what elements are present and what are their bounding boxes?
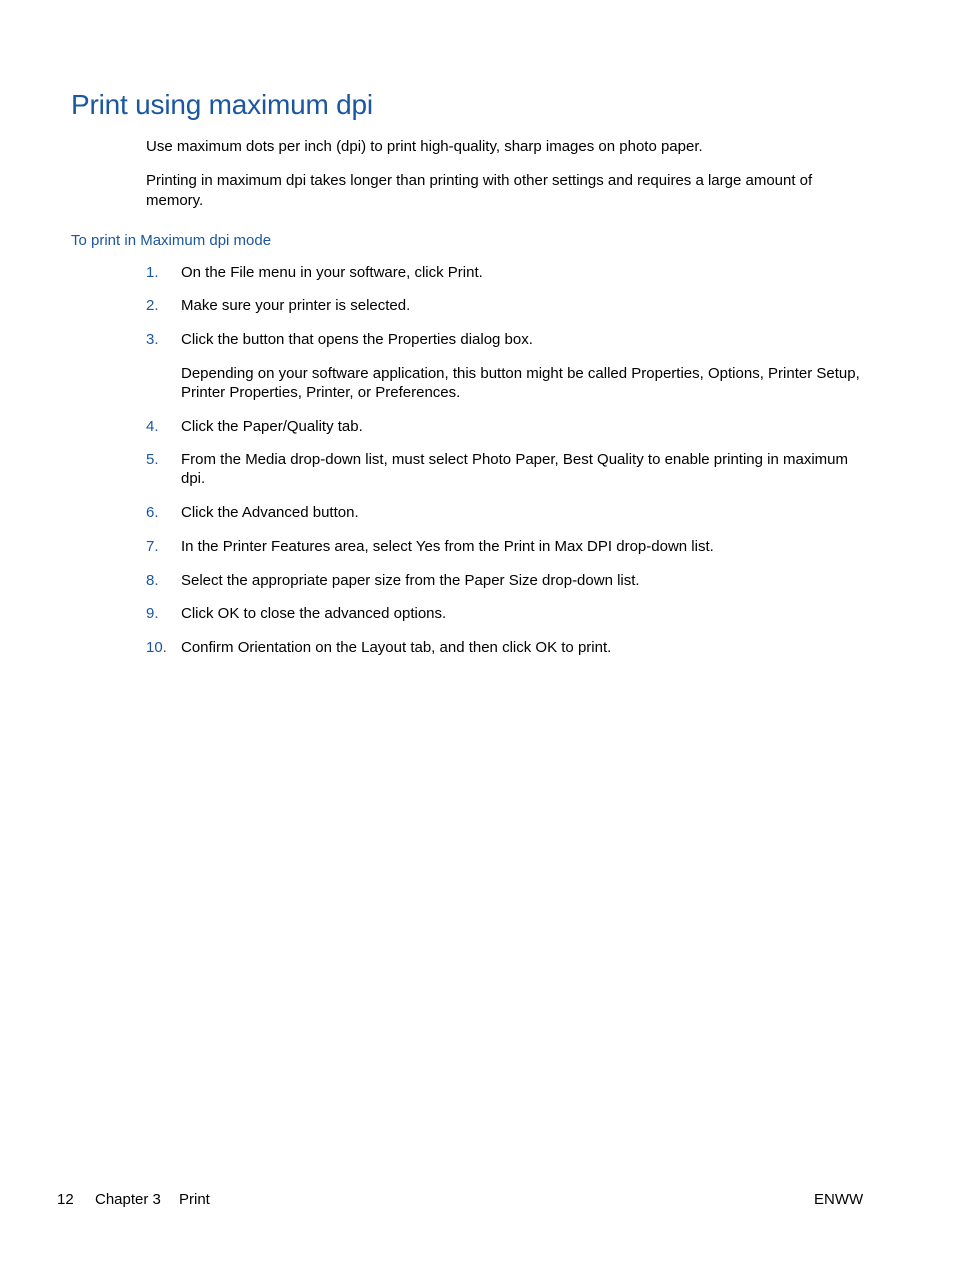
- step-number: 9.: [146, 605, 159, 622]
- intro-paragraph-1: Use maximum dots per inch (dpi) to print high-quality, sharp images on photo paper.: [146, 138, 703, 155]
- step-5: [146, 450, 861, 488]
- step-7: [146, 537, 861, 557]
- ui-term: Paper Size: [464, 572, 538, 589]
- step-text: From the Media drop-down list, must select Photo Paper, Best Quality to enable printing in maximum dpi.: [181, 451, 848, 487]
- footer-locale: ENWW: [814, 1191, 864, 1208]
- step-1: [146, 263, 861, 283]
- ui-term: Media: [245, 451, 287, 468]
- step-3-note: Depending on your software application, this button might be called Properties, Options, Printer Setup, Printer Properties, Printer, or Preferences.: [181, 365, 860, 401]
- step-number: 2.: [146, 297, 159, 314]
- step-6: [146, 503, 861, 523]
- ui-term: Print: [447, 264, 479, 281]
- step-text: Make sure your printer is selected.: [181, 297, 411, 314]
- intro-paragraph-2: Printing in maximum dpi takes longer than printing with other settings and requires a large amount of memory.: [146, 172, 813, 209]
- section-heading: To print in Maximum dpi mode: [71, 232, 272, 249]
- step-text: Click the Advanced button.: [181, 504, 359, 521]
- step-text: In the Printer Features area, select Yes from the Print in Max DPI drop-down list.: [181, 538, 714, 555]
- step-number: 3.: [146, 331, 159, 348]
- ui-term: Orientation: [237, 639, 312, 656]
- step-10: [146, 638, 861, 658]
- step-3: [146, 330, 861, 350]
- step-number: 8.: [146, 572, 159, 589]
- ui-term: Print in Max DPI: [503, 538, 613, 555]
- step-number: 4.: [146, 418, 159, 435]
- ui-term: Advanced: [241, 504, 309, 521]
- ui-term: Yes: [415, 538, 441, 555]
- page-number: 12: [57, 1191, 74, 1208]
- step-2: [146, 296, 861, 316]
- step-4: [146, 417, 861, 437]
- step-number: 7.: [146, 538, 159, 555]
- ui-term: File: [230, 264, 255, 281]
- step-number: 10.: [146, 639, 167, 656]
- step-text: Click the Paper/Quality tab.: [181, 418, 363, 435]
- step-text: Confirm Orientation on the Layout tab, and then click OK to print.: [181, 639, 612, 656]
- step-text: Select the appropriate paper size from the Paper Size drop-down list.: [181, 572, 640, 589]
- ui-term: OK: [217, 605, 240, 622]
- step-text: Click OK to close the advanced options.: [181, 605, 447, 622]
- ui-term: Printer Features: [222, 538, 331, 555]
- footer-section: Print: [179, 1191, 210, 1208]
- ui-term: Properties: [387, 331, 457, 348]
- ui-term: Paper/Quality: [242, 418, 334, 435]
- ui-term: Layout: [361, 639, 407, 656]
- ui-term: OK: [535, 639, 558, 656]
- ui-term: Photo Paper, Best Quality: [471, 451, 644, 468]
- step-text: On the File menu in your software, click Print.: [181, 264, 483, 281]
- step-number: 1.: [146, 264, 159, 281]
- page-title: Print using maximum dpi: [71, 89, 373, 120]
- step-8: [146, 571, 861, 591]
- step-number: 5.: [146, 451, 159, 468]
- step-text: Click the button that opens the Properties dialog box.: [181, 331, 533, 348]
- step-number: 6.: [146, 504, 159, 521]
- step-9: [146, 604, 861, 624]
- footer-chapter: Chapter 3: [95, 1191, 161, 1208]
